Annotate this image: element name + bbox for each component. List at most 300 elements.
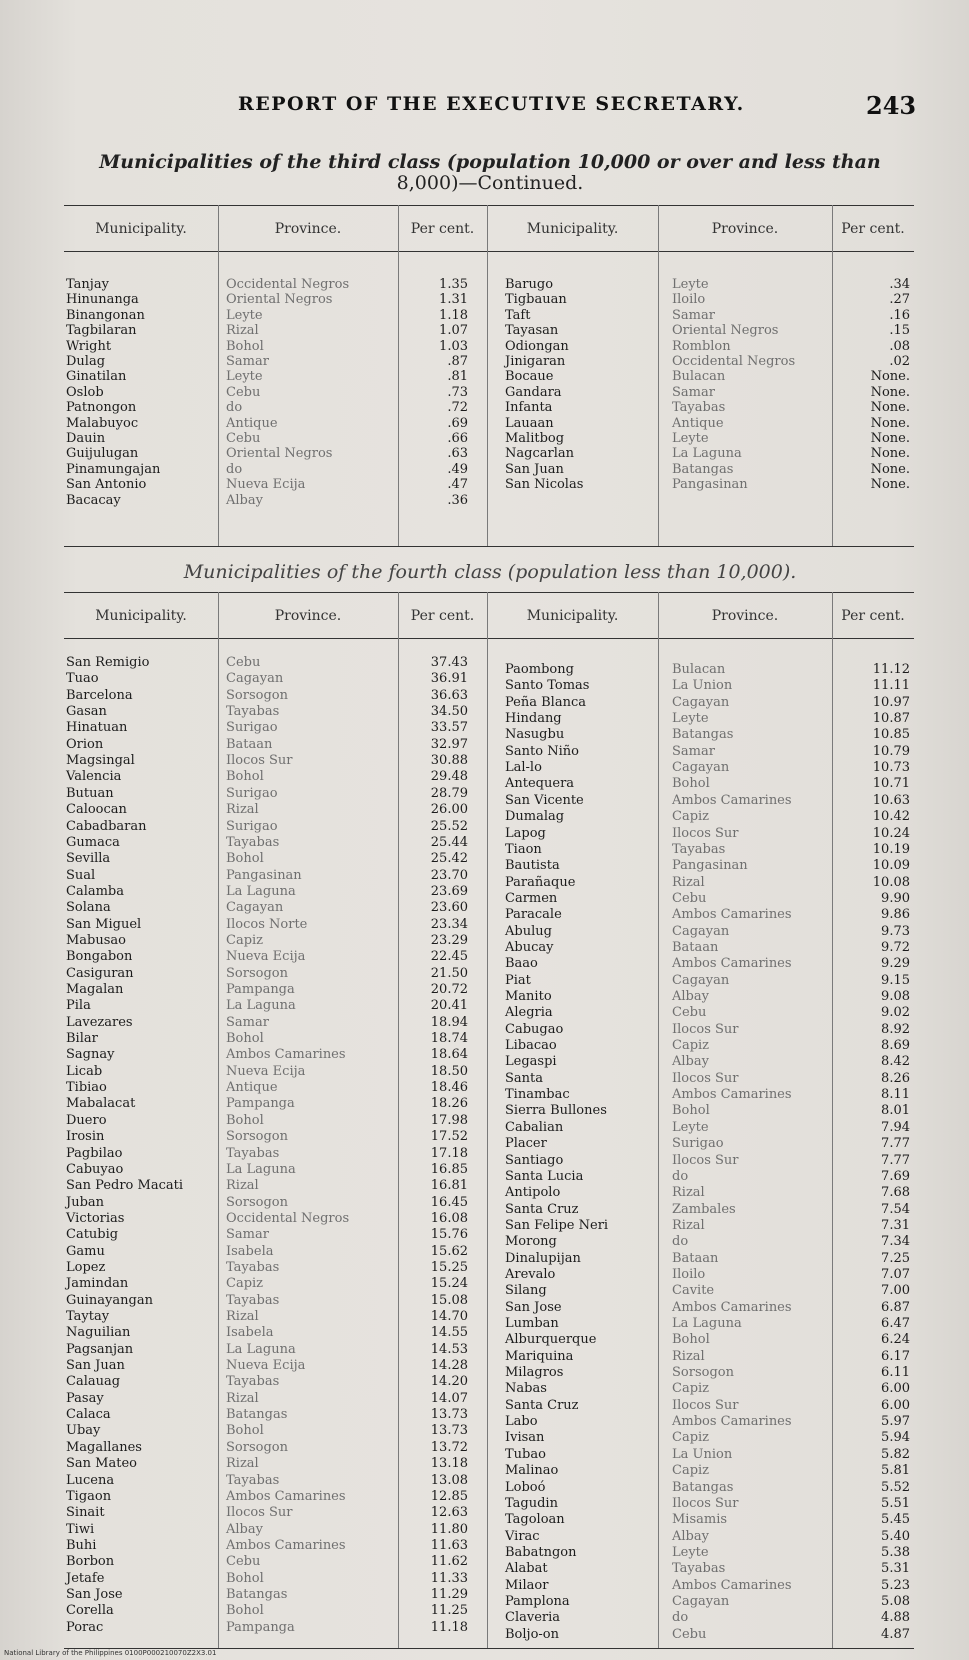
province-name: Samar [672, 743, 715, 759]
per-cent-value: 32.97 [430, 736, 468, 752]
per-cent-value: 11.25 [430, 1603, 468, 1619]
per-cent-value: 37.43 [430, 655, 468, 670]
municipality-name: Lauaan [505, 415, 554, 431]
per-cent-value: 10.24 [872, 825, 910, 841]
per-cent-value: 6.00 [881, 1397, 910, 1413]
per-cent-value: 8.92 [881, 1021, 910, 1037]
municipality-name: Tuao [66, 671, 99, 687]
per-cent-value: 6.47 [881, 1316, 910, 1331]
per-cent-value: .08 [889, 338, 910, 354]
per-cent-value: 11.80 [430, 1521, 468, 1537]
per-cent-value: 14.55 [430, 1325, 468, 1341]
per-cent-value: 16.81 [430, 1178, 468, 1194]
municipality-name: Taytay [66, 1309, 110, 1324]
municipality-name: Pila [66, 998, 91, 1014]
municipality-name: Ivisan [505, 1430, 545, 1446]
province-name: Ambos Camarines [226, 1488, 346, 1504]
municipality-name: Solana [66, 900, 111, 916]
municipality-name: Hinatuan [66, 720, 128, 736]
province-name: Antique [226, 1080, 278, 1096]
municipality-name: Bocaue [505, 369, 554, 385]
province-name: Bohol [226, 1423, 264, 1439]
municipality-name: Santa Lucia [505, 1168, 584, 1184]
municipality-name: Milagros [505, 1365, 564, 1381]
municipality-name: Hinunanga [66, 292, 139, 308]
province-name: Ilocos Sur [672, 1397, 739, 1413]
column-separator [658, 592, 659, 1648]
per-cent-value: 7.68 [881, 1185, 910, 1201]
municipality-name: Gandara [505, 384, 562, 400]
third-class-caption [60, 152, 920, 194]
per-cent-value: 7.07 [881, 1266, 910, 1282]
province-name: do [226, 400, 243, 416]
per-cent-value: 10.19 [872, 841, 910, 857]
municipality-name: Naguilian [66, 1325, 131, 1341]
municipality-name: Irosin [66, 1129, 105, 1145]
per-cent-value: 9.90 [881, 890, 910, 906]
municipality-name: San Miguel [66, 916, 142, 932]
per-cent-value: 6.00 [881, 1381, 910, 1397]
municipality-name: San Vicente [505, 792, 584, 808]
per-cent-value: 18.50 [430, 1063, 468, 1079]
page-title: REPORT OF THE EXECUTIVE SECRETARY. [238, 93, 745, 115]
province-name: Bohol [226, 1570, 264, 1586]
province-name: Albay [672, 1054, 709, 1070]
municipality-name: Tibiao [66, 1080, 107, 1096]
municipality-name: Taft [505, 307, 531, 323]
municipality-name: Malitbog [505, 431, 565, 446]
province-name: La Laguna [226, 1161, 296, 1177]
per-cent-value: 5.40 [881, 1528, 910, 1544]
province-name: Cebu [226, 655, 261, 670]
province-name: Pangasinan [226, 867, 302, 883]
municipality-name: Sevilla [66, 851, 111, 867]
header-bottom-rule [64, 251, 914, 252]
per-cent-value: 23.34 [430, 916, 468, 932]
municipality-name: Paombong [505, 662, 574, 677]
per-cent-value: None. [870, 461, 910, 477]
municipality-name: Boljo-on [505, 1626, 559, 1642]
column-header: Municipality. [95, 221, 187, 237]
province-name: Nueva Ecija [226, 477, 306, 493]
municipality-name: Abucay [505, 939, 554, 955]
per-cent-value: 10.97 [872, 694, 910, 710]
province-name: Tayabas [226, 1145, 280, 1161]
province-name: Batangas [672, 727, 734, 743]
province-name: Bohol [226, 338, 264, 354]
municipality-name: Porac [66, 1619, 104, 1635]
per-cent-value: 8.69 [881, 1038, 910, 1054]
province-name: La Laguna [672, 1316, 742, 1331]
province-name: Bohol [226, 851, 264, 867]
per-cent-value: .47 [447, 477, 468, 493]
municipality-name: Pamplona [505, 1593, 570, 1609]
per-cent-value: None. [870, 431, 910, 446]
per-cent-value: 15.62 [430, 1243, 468, 1259]
municipality-name: Barcelona [66, 687, 133, 703]
per-cent-value: .27 [889, 292, 910, 308]
municipality-name: Buhi [66, 1537, 97, 1553]
province-name: Bohol [226, 1112, 264, 1128]
province-name: Leyte [672, 431, 709, 446]
municipality-name: Barugo [505, 277, 554, 292]
municipality-name: Tagbilaran [66, 323, 137, 339]
province-name: Leyte [226, 307, 263, 323]
per-cent-value: 34.50 [430, 704, 468, 720]
province-name: Tayabas [226, 1374, 280, 1390]
municipality-name: Alabat [505, 1561, 548, 1577]
province-name: La Laguna [226, 883, 296, 899]
per-cent-value: 18.26 [430, 1096, 468, 1112]
municipality-name: San Nicolas [505, 477, 584, 493]
municipality-name: Cabugao [505, 1021, 564, 1037]
province-name: Cagayan [226, 900, 284, 916]
per-cent-value: 9.08 [881, 989, 910, 1004]
per-cent-value: 18.74 [430, 1031, 468, 1047]
municipality-name: Nabas [505, 1381, 547, 1397]
province-name: La Union [672, 678, 733, 694]
province-name: Pangasinan [672, 858, 748, 874]
province-name: Zambales [672, 1201, 736, 1217]
per-cent-value: None. [870, 415, 910, 431]
municipality-name: Gamu [66, 1243, 105, 1259]
municipality-name: Calaca [66, 1407, 111, 1423]
per-cent-value: 1.31 [439, 292, 468, 308]
per-cent-value: 7.69 [881, 1168, 910, 1184]
province-name: Pangasinan [672, 477, 748, 493]
per-cent-value: 18.46 [430, 1080, 468, 1096]
per-cent-value: 6.17 [881, 1348, 910, 1364]
per-cent-value: 21.50 [430, 965, 468, 981]
per-cent-value: .36 [447, 492, 468, 508]
per-cent-value: 4.87 [881, 1626, 910, 1642]
per-cent-value: 7.31 [881, 1217, 910, 1233]
per-cent-value: 6.24 [881, 1332, 910, 1348]
per-cent-value: 20.72 [430, 982, 468, 997]
municipality-name: Mabalacat [66, 1096, 136, 1112]
province-name: Nueva Ecija [226, 1063, 306, 1079]
municipality-name: Tigaon [66, 1488, 112, 1504]
per-cent-value: 9.86 [881, 907, 910, 923]
municipality-name: Malabuyoc [66, 415, 139, 431]
province-name: Tayabas [226, 834, 280, 850]
municipality-name: Tagoloan [505, 1512, 565, 1528]
per-cent-value: 25.42 [430, 851, 468, 867]
per-cent-value: 5.51 [881, 1495, 910, 1511]
municipality-name: Butuan [66, 785, 114, 801]
per-cent-value: 10.08 [872, 874, 910, 890]
province-name: Tayabas [226, 1259, 280, 1275]
province-name: do [672, 1234, 689, 1250]
province-name: Ilocos Sur [672, 1021, 739, 1037]
province-name: Occidental Negros [672, 354, 796, 369]
per-cent-value: 5.97 [881, 1414, 910, 1430]
province-name: Sorsogon [226, 1194, 288, 1210]
municipality-name: Infanta [505, 400, 553, 416]
municipality-name: Santiago [505, 1152, 564, 1168]
province-name: Ilocos Sur [672, 1070, 739, 1086]
municipality-name: Abulug [505, 923, 552, 939]
per-cent-value: 8.11 [881, 1087, 910, 1103]
per-cent-value: 4.88 [881, 1610, 910, 1626]
per-cent-value: 7.00 [881, 1283, 910, 1299]
municipality-name: Malinao [505, 1463, 559, 1479]
province-name: do [226, 461, 243, 477]
per-cent-value: .02 [889, 354, 910, 369]
per-cent-value: .81 [447, 369, 468, 385]
per-cent-value: 11.18 [430, 1619, 468, 1635]
third-class-caption-line1: Municipalities of the third class (population 10,000 or over and less than [99, 151, 881, 173]
per-cent-value: 9.29 [881, 956, 910, 972]
province-name: Samar [672, 307, 715, 323]
municipality-name: Wright [66, 338, 112, 354]
province-name: Bulacan [672, 662, 726, 677]
municipality-name: San Mateo [66, 1456, 137, 1472]
municipality-name: Patnongon [66, 400, 137, 416]
per-cent-value: 7.54 [881, 1201, 910, 1217]
province-name: Rizal [672, 1185, 705, 1201]
per-cent-value: .69 [447, 415, 468, 431]
province-name: Rizal [672, 1217, 705, 1233]
municipality-name: Corella [66, 1603, 114, 1619]
table-top-rule [64, 205, 914, 206]
municipality-name: Morong [505, 1234, 557, 1250]
municipality-name: Jinigaran [505, 354, 566, 369]
municipality-name: Loboó [505, 1479, 546, 1495]
page-number: 243 [866, 91, 917, 120]
per-cent-value: 16.85 [430, 1161, 468, 1177]
province-name: La Laguna [672, 446, 742, 462]
municipality-name: Catubig [66, 1227, 119, 1243]
column-separator [832, 205, 833, 546]
municipality-name: Ginatilan [66, 369, 127, 385]
province-name: Ilocos Sur [672, 1152, 739, 1168]
per-cent-value: 15.08 [430, 1292, 468, 1308]
municipality-name: Milaor [505, 1577, 549, 1593]
per-cent-value: 14.70 [430, 1309, 468, 1324]
province-name: Samar [672, 384, 715, 400]
province-name: Leyte [672, 277, 709, 292]
province-name: Cagayan [672, 923, 730, 939]
per-cent-value: 13.73 [430, 1407, 468, 1423]
per-cent-value: .63 [447, 446, 468, 462]
province-name: Bohol [672, 776, 710, 792]
province-name: Cagayan [672, 694, 730, 710]
per-cent-value: 16.08 [430, 1210, 468, 1226]
column-header: Province. [711, 608, 779, 624]
column-separator [218, 592, 219, 1648]
per-cent-value: 10.79 [872, 743, 910, 759]
province-name: La Union [672, 1446, 733, 1462]
province-name: Bataan [226, 736, 273, 752]
province-name: Batangas [672, 461, 734, 477]
per-cent-value: None. [870, 369, 910, 385]
municipality-name: Cabuyao [66, 1161, 124, 1177]
per-cent-value: 5.23 [881, 1577, 910, 1593]
municipality-name: San Felipe Neri [505, 1217, 609, 1233]
province-name: do [672, 1168, 689, 1184]
municipality-name: Piat [505, 972, 531, 988]
municipality-name: Tanjay [66, 277, 109, 292]
per-cent-value: 1.07 [439, 323, 468, 339]
province-name: Rizal [226, 323, 259, 339]
per-cent-value: 17.52 [430, 1129, 468, 1145]
municipality-name: Pagsanjan [66, 1341, 134, 1357]
municipality-name: Lavezares [66, 1014, 133, 1030]
municipality-name: Tayasan [505, 323, 559, 339]
province-name: Cebu [672, 890, 707, 906]
municipality-name: Oslob [66, 384, 104, 400]
per-cent-value: 5.81 [881, 1463, 910, 1479]
municipality-name: Tiaon [505, 841, 542, 857]
municipality-name: Alburquerque [505, 1332, 597, 1348]
column-header: Municipality. [526, 608, 619, 624]
province-name: Misamis [672, 1512, 728, 1528]
per-cent-value: 36.63 [430, 687, 468, 703]
municipality-name: Cabalian [505, 1119, 564, 1135]
municipality-name: Juban [66, 1194, 105, 1210]
province-name: Tayabas [672, 400, 726, 416]
third-class-caption-line2: 8,000)—Continued. [396, 172, 584, 194]
province-name: Samar [226, 354, 269, 369]
column-header: Municipality. [95, 608, 187, 624]
per-cent-value: 22.45 [430, 949, 468, 965]
per-cent-value: 13.73 [430, 1423, 468, 1439]
municipality-name: Victorias [66, 1210, 125, 1226]
province-name: Samar [226, 1014, 269, 1030]
province-name: Bohol [672, 1332, 710, 1348]
province-name: Ambos Camarines [672, 1299, 792, 1315]
per-cent-value: None. [870, 446, 910, 462]
province-name: Rizal [226, 1178, 259, 1194]
per-cent-value: 8.42 [881, 1054, 910, 1070]
per-cent-value: 9.73 [881, 923, 910, 939]
municipality-name: Gasan [66, 704, 107, 720]
per-cent-value: 10.42 [872, 809, 910, 825]
per-cent-value: 5.52 [881, 1479, 910, 1495]
municipality-name: Antequera [505, 776, 575, 792]
municipality-name: Arevalo [505, 1266, 556, 1282]
column-separator [487, 592, 488, 1648]
municipality-name: Carmen [505, 890, 558, 906]
per-cent-value: 18.64 [430, 1047, 468, 1063]
province-name: Ilocos Norte [226, 916, 308, 932]
municipality-name: Jetafe [66, 1570, 105, 1586]
province-name: Cebu [226, 1554, 261, 1570]
per-cent-value: .66 [447, 431, 468, 446]
municipality-name: Bacacay [66, 492, 121, 508]
per-cent-value: 13.08 [430, 1472, 468, 1488]
municipality-name: Mabusao [66, 932, 127, 948]
per-cent-value: 11.29 [430, 1586, 468, 1602]
municipality-name: Peña Blanca [505, 694, 586, 710]
province-name: Cebu [226, 384, 261, 400]
per-cent-value: 36.91 [430, 671, 468, 687]
per-cent-value: 8.26 [881, 1070, 910, 1086]
province-name: Albay [226, 492, 263, 508]
municipality-name: Pasay [66, 1390, 104, 1406]
municipality-name: Babatngon [505, 1544, 577, 1560]
column-separator [398, 205, 399, 546]
municipality-name: Casiguran [66, 965, 134, 981]
per-cent-value: .72 [447, 400, 468, 416]
per-cent-value: 1.03 [439, 338, 468, 354]
province-name: Sorsogon [226, 1439, 288, 1455]
per-cent-value: 16.45 [430, 1194, 468, 1210]
municipality-name: Lapog [505, 825, 546, 841]
province-name: Ambos Camarines [226, 1047, 346, 1063]
province-name: Tayabas [672, 1561, 726, 1577]
province-name: Antique [672, 415, 724, 431]
province-name: Bohol [672, 1103, 710, 1119]
per-cent-value: 5.82 [881, 1446, 910, 1462]
per-cent-value: 5.38 [881, 1544, 910, 1560]
per-cent-value: 15.24 [430, 1276, 468, 1292]
province-name: Cebu [672, 1626, 707, 1642]
province-name: Cagayan [226, 671, 284, 687]
municipality-name: Lucena [66, 1472, 115, 1488]
column-header: Per cent. [841, 221, 905, 237]
per-cent-value: 7.77 [881, 1152, 910, 1168]
column-separator [487, 205, 488, 546]
province-name: Cavite [672, 1283, 715, 1299]
per-cent-value: 5.08 [881, 1593, 910, 1609]
municipality-name: Guinayangan [66, 1292, 153, 1308]
per-cent-value: .15 [889, 323, 910, 339]
municipality-name: Tinambac [505, 1087, 570, 1103]
province-name: Ilocos Sur [672, 825, 739, 841]
province-name: Leyte [672, 1544, 709, 1560]
province-name: Occidental Negros [226, 1210, 350, 1226]
municipality-name: Dinalupijan [505, 1250, 581, 1266]
per-cent-value: .87 [447, 354, 468, 369]
province-name: Capiz [672, 1038, 710, 1054]
province-name: Ambos Camarines [672, 792, 792, 808]
province-name: Cagayan [672, 1593, 730, 1609]
per-cent-value: 10.73 [872, 760, 910, 776]
province-name: Leyte [672, 711, 709, 727]
municipality-name: Santa Cruz [505, 1201, 579, 1217]
per-cent-value: 5.94 [881, 1430, 910, 1446]
municipality-name: Magalan [66, 982, 124, 997]
per-cent-value: 10.85 [872, 727, 910, 743]
municipality-name: Silang [505, 1283, 547, 1299]
per-cent-value: 30.88 [430, 753, 468, 769]
province-name: Capiz [226, 932, 264, 948]
municipality-name: Labo [505, 1414, 538, 1430]
per-cent-value: 23.60 [430, 900, 468, 916]
province-name: Cebu [672, 1005, 707, 1021]
municipality-name: San Antonio [66, 477, 147, 493]
column-separator [218, 205, 219, 546]
municipality-name: Tiwi [66, 1521, 95, 1537]
province-name: Antique [226, 415, 278, 431]
column-separator [658, 205, 659, 546]
province-name: Ambos Camarines [672, 907, 792, 923]
province-name: Nueva Ecija [226, 949, 306, 965]
library-stamp: National Library of the Philippines 0100P000210070Z2X3.01 [4, 1649, 217, 1657]
municipality-name: Baao [505, 956, 538, 972]
province-name: Ilocos Sur [226, 753, 293, 769]
province-name: Surigao [672, 1136, 724, 1152]
municipality-name: San Remigio [66, 655, 150, 670]
province-name: Romblon [672, 338, 731, 354]
per-cent-value: 1.35 [439, 277, 468, 292]
municipality-name: Tubao [505, 1446, 546, 1462]
per-cent-value: 11.62 [430, 1554, 468, 1570]
column-header: Per cent. [410, 608, 475, 624]
province-name: La Laguna [226, 1341, 296, 1357]
